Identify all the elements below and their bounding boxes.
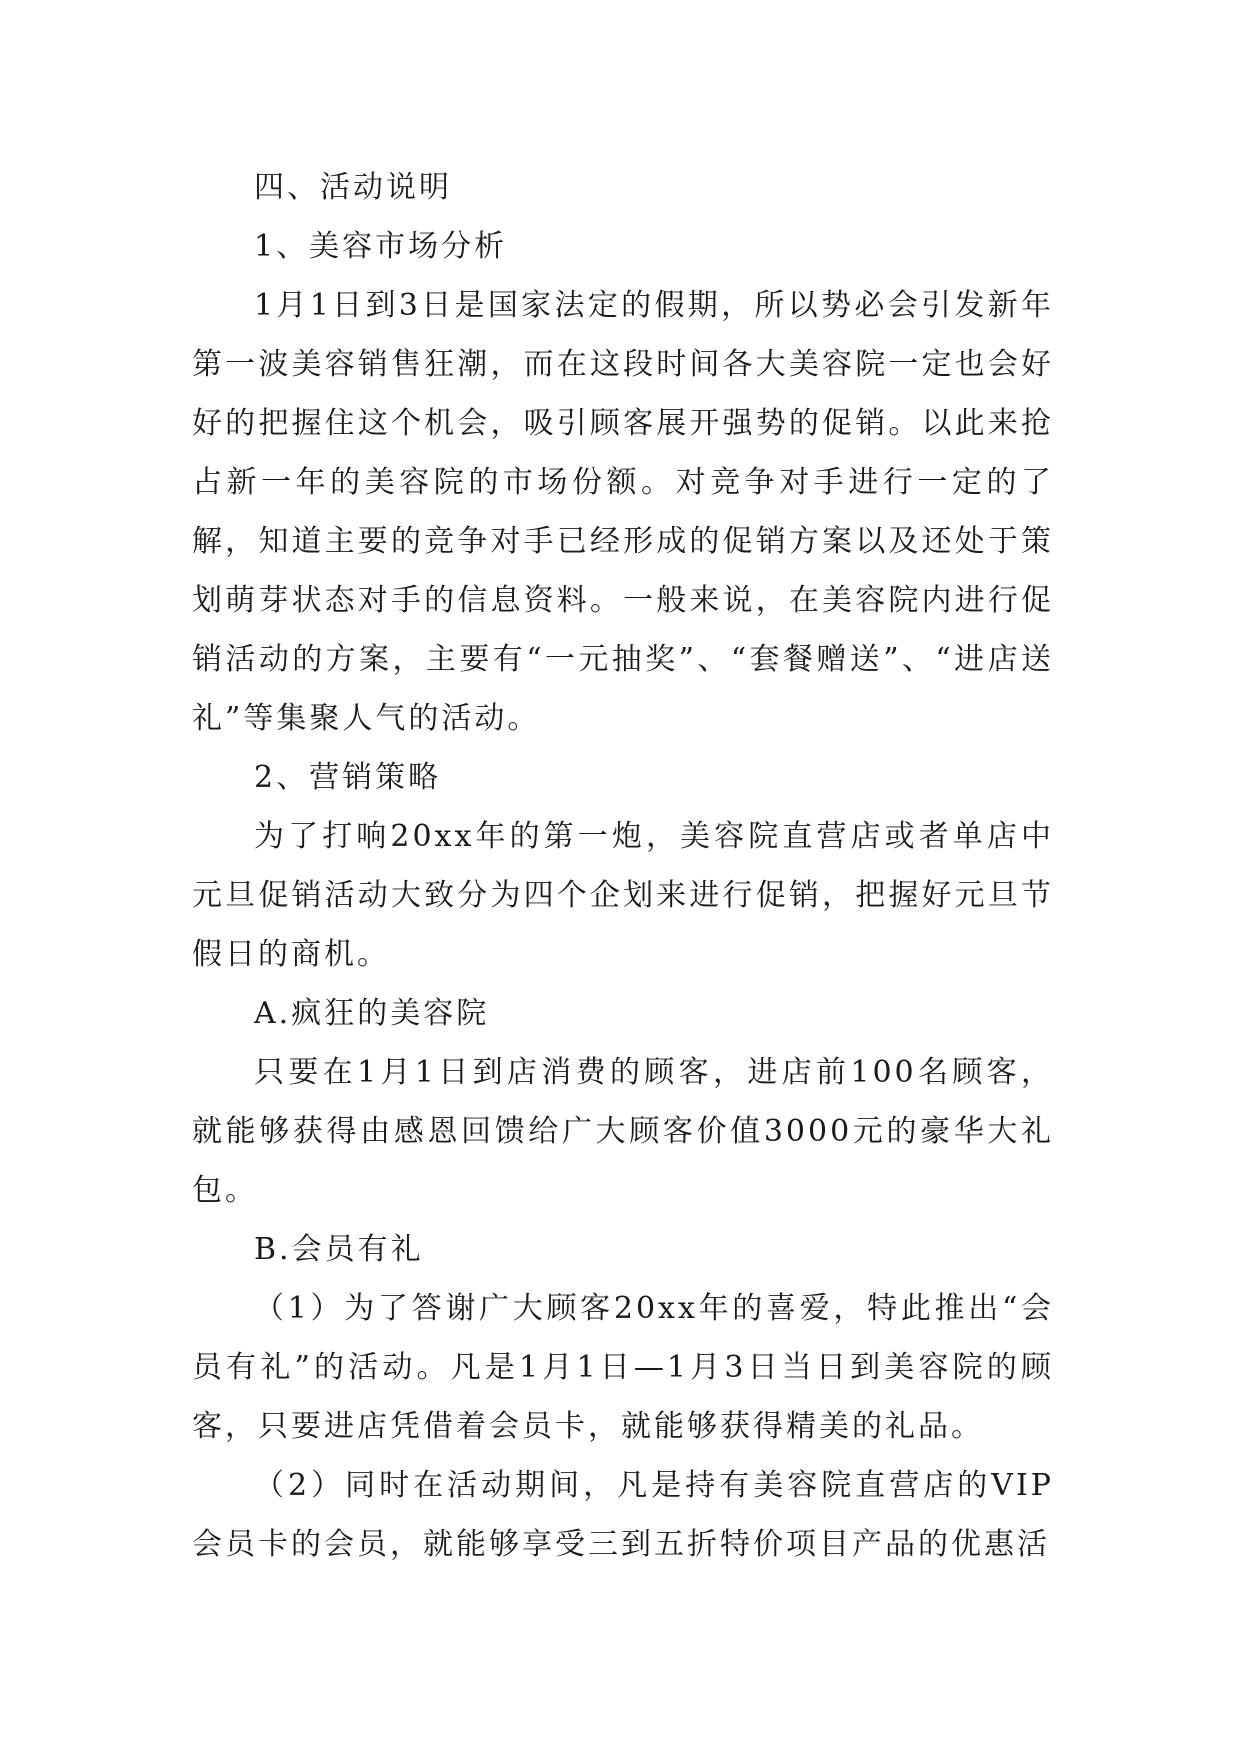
paragraph-market-analysis: 1月1日到3日是国家法定的假期，所以势必会引发新年第一波美容销售狂潮，而在这段时间各大美容院一定也会好好的把握住这个机会，吸引顾客展开强势的促销。以此来抢占新一年的美容院的市场份额。对竞争对手进行一定的了解，知道主要的竞争对手已经形成的促销方案以及还处于策划萌芽状态对手的信息资料。一般来说，在美容院内进行促销活动的方案，主要有“一元抽奖”、“套餐赠送”、“进店送礼”等集聚人气的活动。 [192,288,1054,736]
plan-b-heading: B.会员有礼 [254,1232,424,1267]
paragraph-plan-b-2: （2）同时在活动期间，凡是持有美容院直营店的VIP会员卡的会员，就能够享受三到五折特价项目产品的优惠活 [192,1468,1054,1562]
plan-a-heading: A.疯狂的美容院 [254,996,490,1031]
paragraph-plan-b-1: （1）为了答谢广大顾客20xx年的喜爱，特此推出“会员有礼”的活动。凡是1月1日—1月3日当日到美容院的顾客，只要进店凭借着会员卡，就能够获得精美的礼品。 [192,1291,1054,1444]
section-heading: 四、活动说明 [254,170,452,205]
paragraph-plan-a: 只要在1月1日到店消费的顾客，进店前100名顾客，就能够获得由感恩回馈给广大顾客价值3000元的豪华大礼包。 [192,1055,1054,1208]
document-body [192,158,1054,1574]
paragraph-marketing-strategy: 为了打响20xx年的第一炮，美容院直营店或者单店中元旦促销活动大致分为四个企划来进行促销，把握好元旦节假日的商机。 [192,819,1054,972]
subsection-heading-marketing-strategy: 2、营销策略 [254,760,442,795]
subsection-heading-market-analysis: 1、美容市场分析 [254,229,508,264]
